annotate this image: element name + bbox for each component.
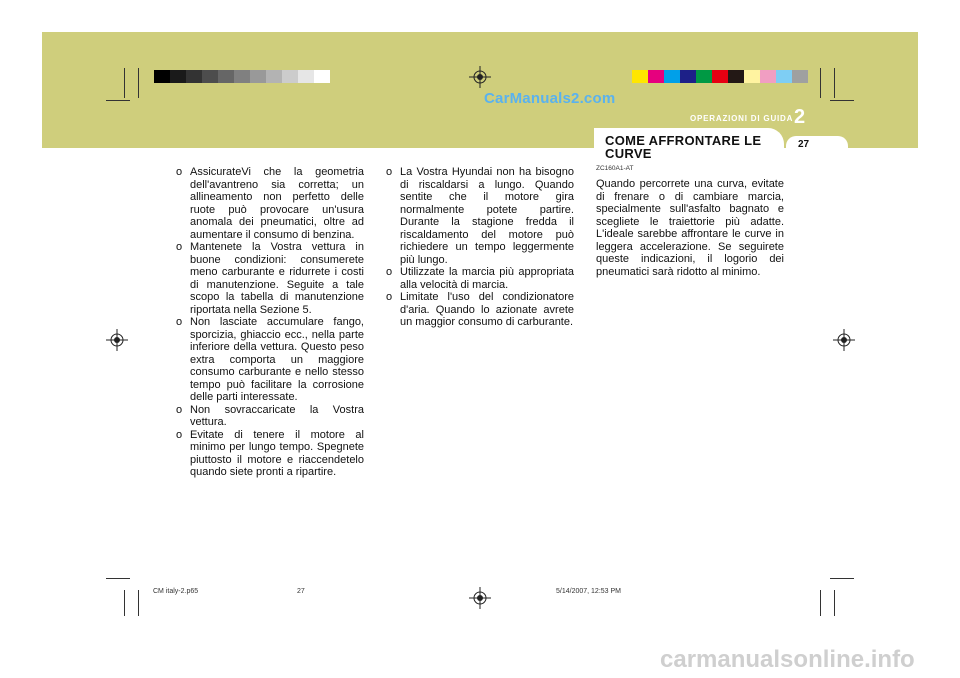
- page-tab: [786, 136, 848, 153]
- header-band: [42, 32, 918, 148]
- section-heading: COME AFFRONTARE LE CURVE: [605, 133, 762, 161]
- color-swatch: [712, 70, 728, 83]
- color-swatch: [170, 70, 186, 83]
- grayscale-swatch-bar: [154, 70, 330, 83]
- color-swatch: [648, 70, 664, 83]
- color-swatch: [282, 70, 298, 83]
- registration-mark-icon: [106, 329, 128, 351]
- color-swatch: [298, 70, 314, 83]
- registration-mark-icon: [469, 66, 491, 88]
- color-swatch: [680, 70, 696, 83]
- color-swatch: [266, 70, 282, 83]
- list-item: o Non sovraccaricate la Vostra vettura.: [176, 404, 364, 429]
- registration-mark-icon: [833, 329, 855, 351]
- crop-mark: [106, 578, 130, 579]
- color-swatch: [250, 70, 266, 83]
- footer-filename: CM italy-2.p65: [153, 588, 199, 595]
- crop-mark: [820, 68, 821, 98]
- color-swatch: [696, 70, 712, 83]
- color-swatch: [154, 70, 170, 83]
- color-swatch: [314, 70, 330, 83]
- list-item: o Mantenete la Vostra vettura in buone condizioni: consumerete meno carburante e ridurrete i costi di manutenzione. Seguite a tale scopo la tabella di manutenzione riportata nella Sezione 5.: [176, 241, 364, 316]
- color-swatch: [186, 70, 202, 83]
- color-swatch: [792, 70, 808, 83]
- bottom-watermark-link[interactable]: carmanualsonline.info: [660, 646, 915, 673]
- crop-mark: [834, 590, 835, 616]
- page-number: 27: [798, 139, 810, 150]
- watermark-link[interactable]: CarManuals2.com: [484, 90, 616, 107]
- list-item: o Limitate l'uso del condizionatore d'aria. Quando lo azionate avrete un maggior consumo di carburante.: [386, 291, 574, 329]
- crop-mark: [138, 590, 139, 616]
- color-swatch: [218, 70, 234, 83]
- reference-code: ZC160A1-AT: [596, 165, 634, 172]
- middle-column: [386, 166, 574, 329]
- footer-page: 27: [297, 588, 305, 595]
- crop-mark: [124, 68, 125, 98]
- crop-mark: [106, 100, 130, 101]
- color-swatch: [234, 70, 250, 83]
- color-swatch: [760, 70, 776, 83]
- list-item: o Non lasciate accumulare fango, sporcizia, ghiaccio ecc., nella parte inferiore della vettura. Questo peso extra comporta un maggiore consumo carburante e nello stesso tempo può facilitare la corrosione delle parti interessate.: [176, 316, 364, 404]
- crop-mark: [830, 578, 854, 579]
- list-item: o Evitate di tenere il motore al minimo per lungo tempo. Spegnete piuttosto il motore e riaccendetelo quando siete pronti a ripartire.: [176, 429, 364, 479]
- crop-mark: [124, 590, 125, 616]
- registration-mark-icon: [469, 587, 491, 609]
- section-label: OPERAZIONI DI GUIDA: [690, 114, 794, 123]
- list-item: o La Vostra Hyundai non ha bisogno di riscaldarsi a lungo. Quando sentite che il motore gira normalmente potete partire. Durante la stagione fredda il riscaldamento del motore può richiedere un tempo leggermente più lungo.: [386, 166, 574, 266]
- crop-mark: [834, 68, 835, 98]
- color-swatch: [728, 70, 744, 83]
- list-item: o Utilizzate la marcia più appropriata alla velocità di marcia.: [386, 266, 574, 291]
- color-swatch: [664, 70, 680, 83]
- color-swatch: [202, 70, 218, 83]
- color-swatch: [776, 70, 792, 83]
- section-number: 2: [794, 106, 806, 128]
- color-swatch: [744, 70, 760, 83]
- crop-mark: [830, 100, 854, 101]
- footer-timestamp: 5/14/2007, 12:53 PM: [556, 588, 621, 595]
- crop-mark: [820, 590, 821, 616]
- crop-mark: [138, 68, 139, 98]
- list-item: o AssicurateVi che la geometria dell'avantreno sia corretta; un allineamento non perfetto delle ruote può provocare un'usura anomala dei pneumatici, oltre ad aumentare il consumo di benzina.: [176, 166, 364, 241]
- left-column: [176, 166, 364, 479]
- color-swatch: [632, 70, 648, 83]
- color-swatch-bar: [632, 70, 808, 83]
- right-column-body: Quando percorrete una curva, evitate di frenare o di cambiare marcia, specialmente sull'asfalto bagnato e scegliete le traiettorie più adatte. L'ideale sarebbe affrontare le curve in leggera accelerazione. Se seguirete queste indicazioni, il logorio dei pneumatici sarà ridotto al minimo.: [596, 178, 784, 278]
